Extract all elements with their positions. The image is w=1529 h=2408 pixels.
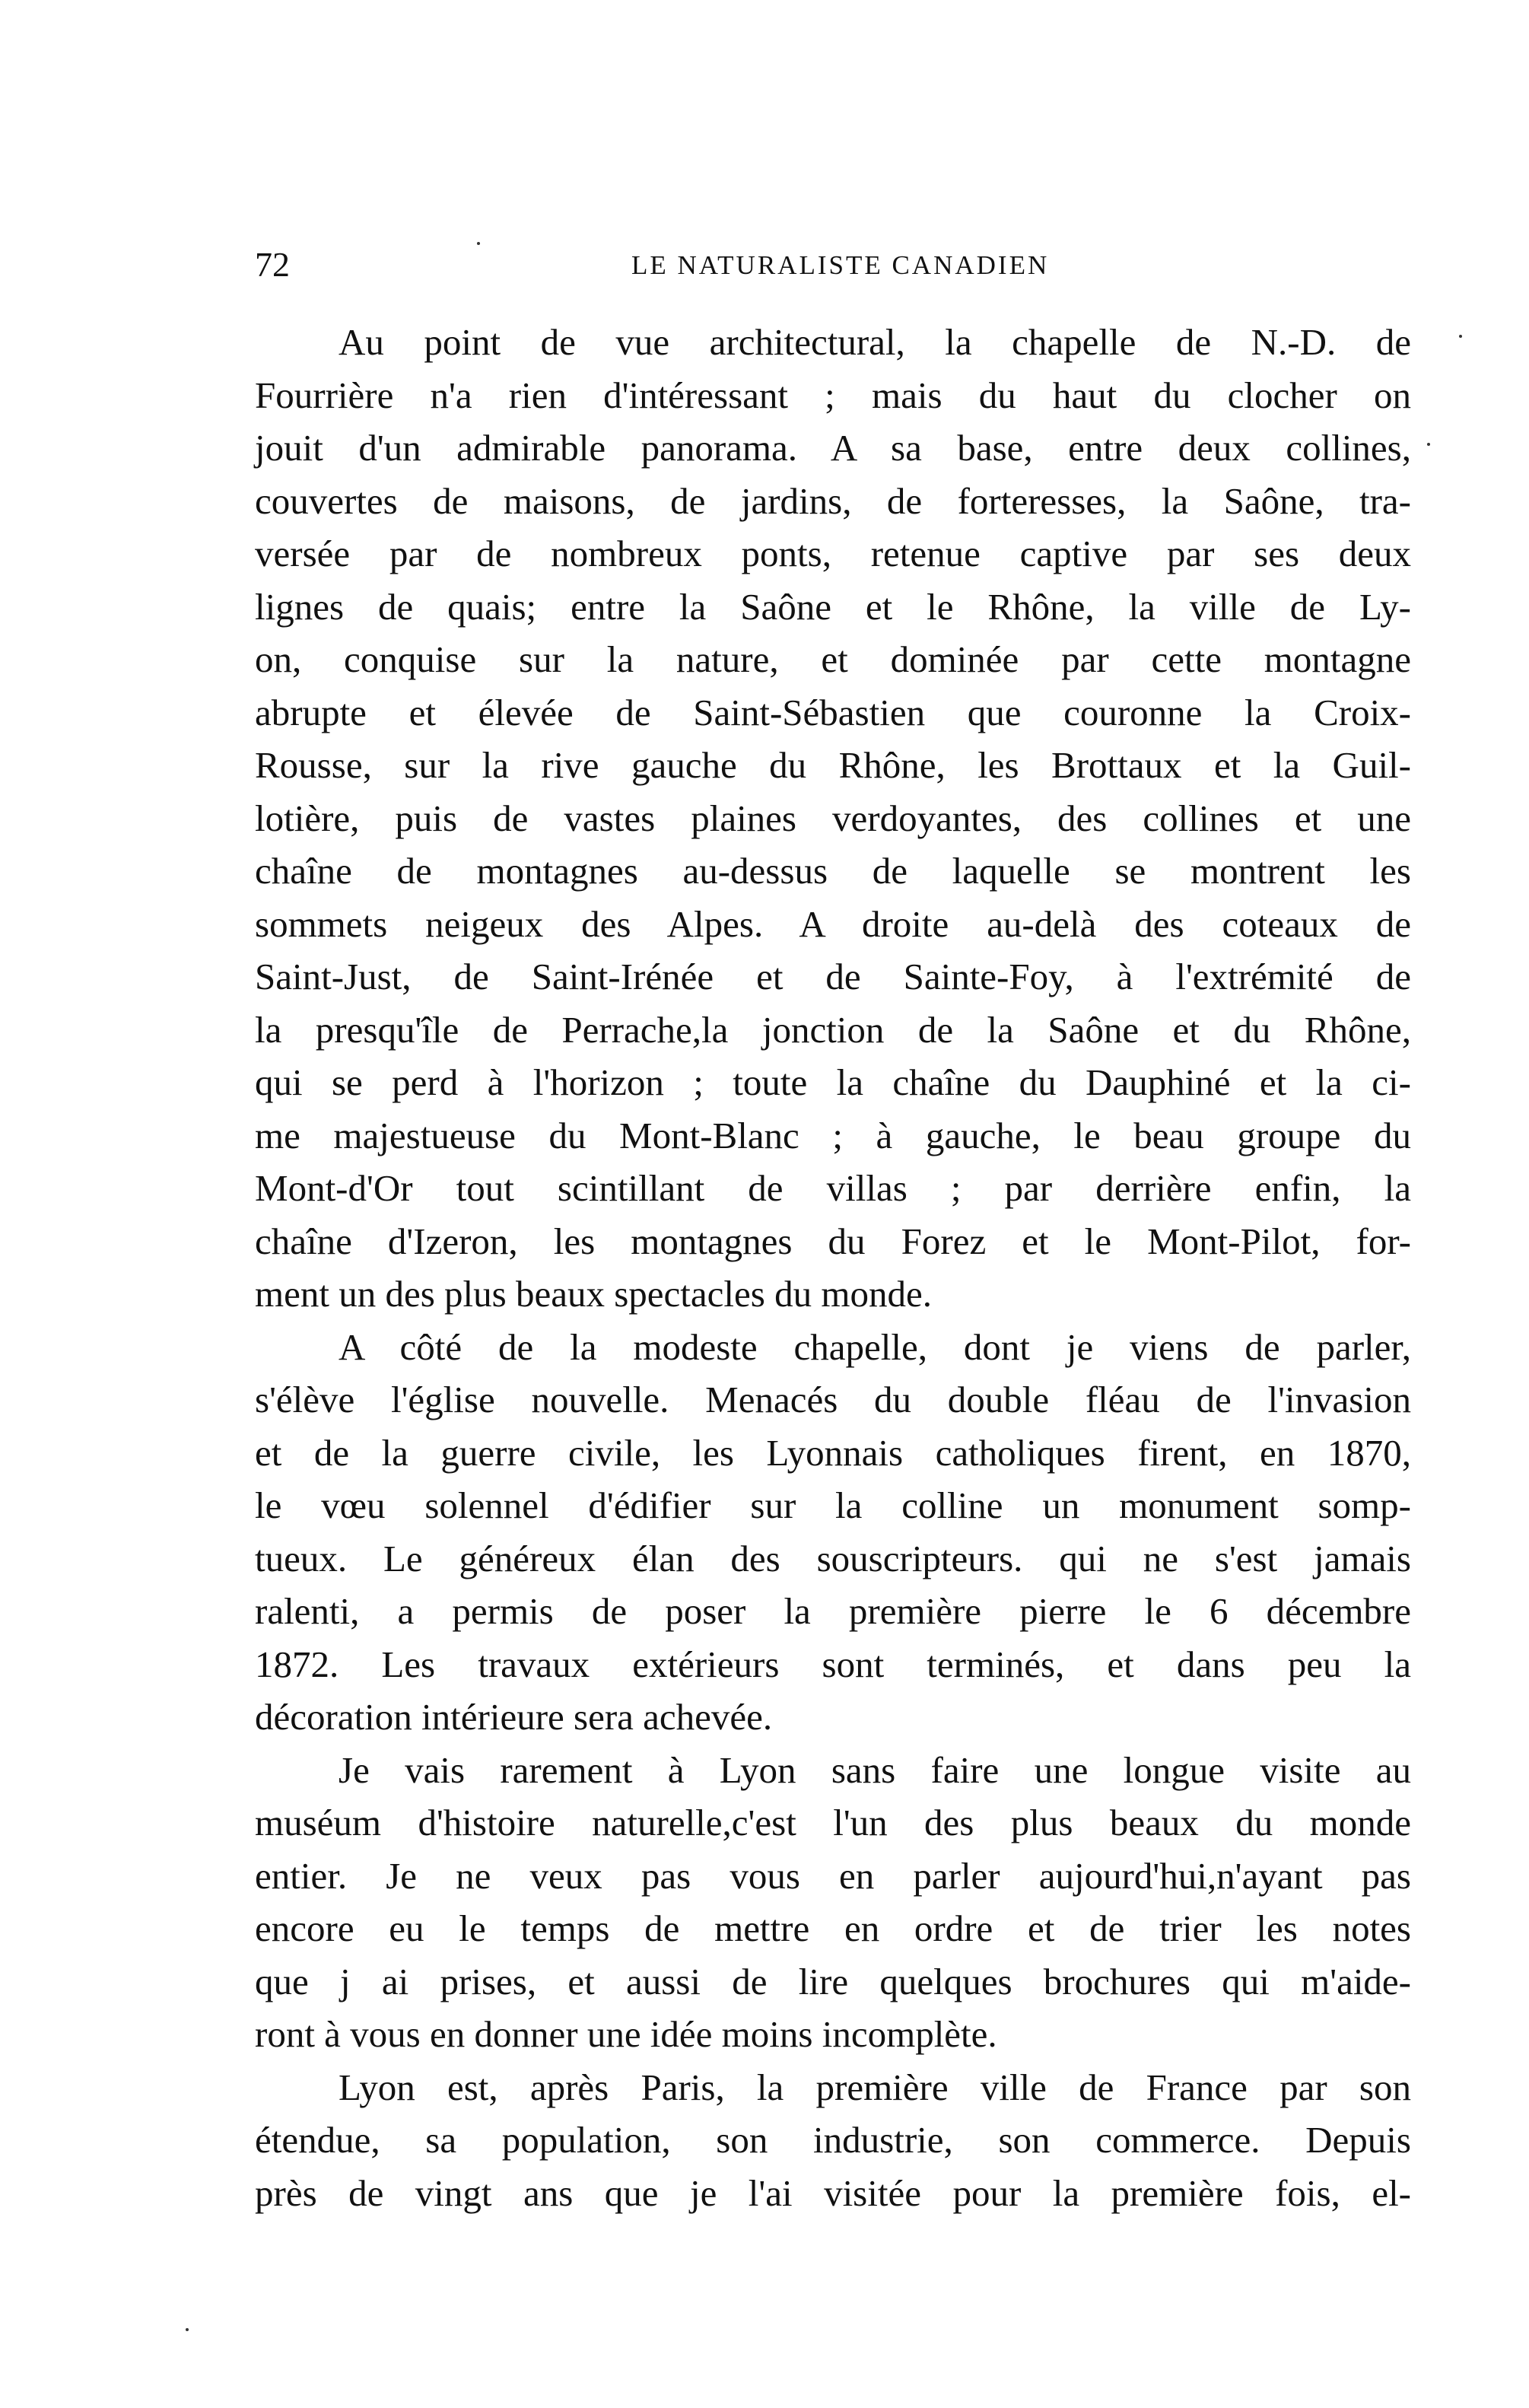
text-line: Fourrière n'a rien d'intéressant ; mais du haut du clocher on	[255, 374, 1411, 416]
text-line: ralenti, a permis de poser la première pierre le 6 décembre	[255, 1590, 1411, 1632]
text-line: et de la guerre civile, les Lyonnais catholiques firent, en 1870,	[255, 1431, 1411, 1474]
text-line: lotière, puis de vastes plaines verdoyantes, des collines et une	[255, 797, 1411, 839]
text-line: étendue, sa population, son industrie, son commerce. Depuis	[255, 2119, 1411, 2161]
text-line: Au point de vue architectural, la chapelle de N.-D. de	[339, 321, 1411, 363]
text-line: Lyon est, après Paris, la première ville de France par son	[339, 2066, 1411, 2108]
page-header	[255, 242, 1190, 288]
running-title: LE NATURALISTE CANADIEN	[631, 250, 1050, 280]
text-line: versée par de nombreux ponts, retenue captive par ses deux	[255, 533, 1411, 574]
text-line: A côté de la modeste chapelle, dont je viens de parler,	[339, 1325, 1411, 1368]
text-line: que j ai prises, et aussi de lire quelques brochures qui m'aide-	[255, 1960, 1411, 2002]
text-line: abrupte et élevée de Saint-Sébastien que couronne la Croix-	[255, 691, 1411, 733]
text-line: Mont-d'Or tout scintillant de villas ; par derrière enfin, la	[255, 1167, 1411, 1209]
text-line: chaîne d'Izeron, les montagnes du Forez et le Mont-Pilot, for-	[255, 1220, 1411, 1262]
text-line: le vœu solennel d'édifier sur la colline un monument somp-	[255, 1484, 1411, 1526]
text-line: Saint-Just, de Saint-Irénée et de Sainte-Foy, à l'extrémité de	[255, 956, 1411, 997]
text-line: jouit d'un admirable panorama. A sa base, entre deux collines,	[255, 427, 1411, 469]
page-number: 72	[255, 245, 290, 284]
scan-speck	[477, 242, 480, 245]
text-line: on, conquise sur la nature, et dominée par cette montagne	[255, 638, 1411, 680]
scan-speck	[1427, 443, 1430, 446]
text-line: chaîne de montagnes au-dessus de laquelle se montrent les	[255, 850, 1411, 892]
text-line: 1872. Les travaux extérieurs sont terminés, et dans peu la	[255, 1643, 1411, 1685]
text-line: ront à vous en donner une idée moins incomplète.	[255, 2013, 997, 2055]
text-line: couvertes de maisons, de jardins, de forteresses, la Saône, tra-	[255, 479, 1411, 522]
text-line: me majestueuse du Mont-Blanc ; à gauche, le beau groupe du	[255, 1114, 1411, 1156]
scan-speck	[186, 2328, 189, 2331]
text-line: entier. Je ne veux pas vous en parler aujourd'hui,n'ayant pas	[255, 1854, 1411, 1897]
text-line: sommets neigeux des Alpes. A droite au-delà des coteaux de	[255, 902, 1411, 945]
text-line: encore eu le temps de mettre en ordre et de trier les notes	[255, 1907, 1411, 1949]
text-line: Je vais rarement à Lyon sans faire une longue visite au	[339, 1748, 1411, 1791]
text-line: muséum d'histoire naturelle,c'est l'un des plus beaux du monde	[255, 1802, 1411, 1843]
text-line: lignes de quais; entre la Saône et le Rhône, la ville de Ly-	[255, 585, 1411, 628]
scan-speck	[1459, 335, 1462, 338]
text-line: la presqu'île de Perrache,la jonction de la Saône et du Rhône,	[255, 1008, 1411, 1051]
text-line: décoration intérieure sera achevée.	[255, 1696, 773, 1738]
text-line: qui se perd à l'horizon ; toute la chaîne du Dauphiné et la ci-	[255, 1061, 1411, 1103]
text-line: près de vingt ans que je l'ai visitée pour la première fois, el-	[255, 2171, 1411, 2214]
text-line: s'élève l'église nouvelle. Menacés du double fléau de l'invasion	[255, 1379, 1411, 1420]
text-line: tueux. Le généreux élan des souscripteurs. qui ne s'est jamais	[255, 1537, 1411, 1579]
text-line: Rousse, sur la rive gauche du Rhône, les Brottaux et la Guil-	[255, 744, 1411, 786]
body-text	[255, 316, 1411, 2219]
text-line: ment un des plus beaux spectacles du monde.	[255, 1273, 932, 1315]
